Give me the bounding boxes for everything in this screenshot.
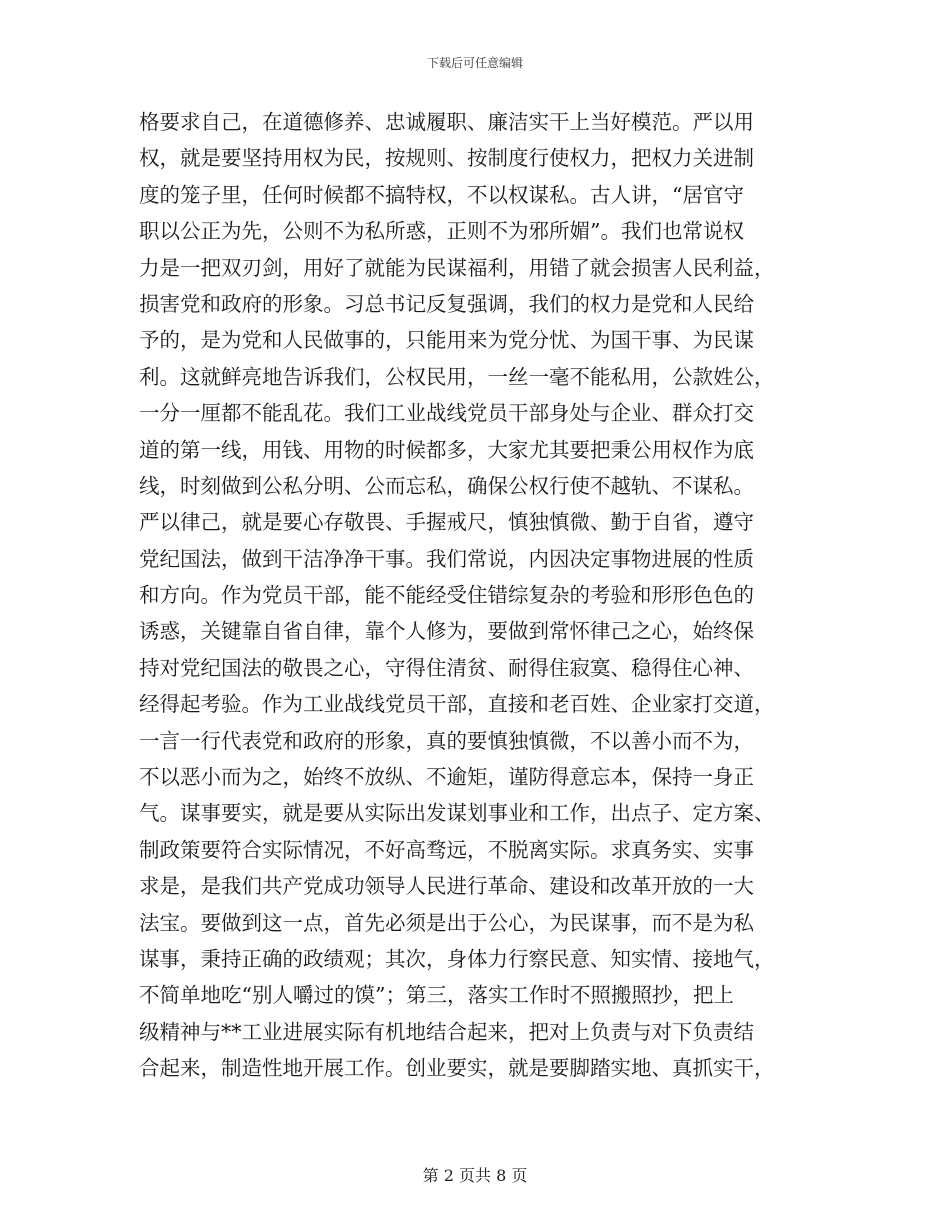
document-body	[139, 104, 819, 1087]
body-line: 利。这就鲜亮地告诉我们，公权民用，一丝一毫不能私用，公款姓公，	[139, 364, 775, 389]
body-line: 谋事，秉持正确的政绩观；其次，身体力行察民意、知实情、接地气，	[139, 946, 775, 971]
body-line: 力是一把双刃剑，用好了就能为民谋福利，用错了就会损害人民利益，	[139, 255, 775, 280]
body-line: 线，时刻做到公私分明、公而忘私，确保公权行使不越轨、不谋私。	[139, 473, 754, 498]
body-line: 道的第一线，用钱、用物的时候都多，大家尤其要把秉公用权作为底	[139, 437, 754, 462]
body-line: 和方向。作为党员干部，能不能经受住错综复杂的考验和形形色色的	[139, 583, 754, 608]
body-line: 法宝。要做到这一点，首先必须是出于公心，为民谋事，而不是为私	[139, 910, 754, 935]
body-line: 严以律己，就是要心存敬畏、手握戒尺，慎独慎微、勤于自省，遵守	[139, 510, 754, 535]
body-line: 度的笼子里，任何时候都不搞特权，不以权谋私。古人讲，“居官守	[139, 182, 744, 207]
body-line: 职以公正为先，公则不为私所惑，正则不为邪所媚”。我们也常说权	[139, 219, 744, 244]
body-line: 一言一行代表党和政府的形象，真的要慎独慎微，不以善小而不为，	[139, 728, 754, 753]
body-line: 损害党和政府的形象。习总书记反复强调，我们的权力是党和人民给	[139, 291, 754, 316]
body-line: 一分一厘都不能乱花。我们工业战线党员干部身处与企业、群众打交	[139, 401, 754, 426]
body-line: 权，就是要坚持用权为民，按规则、按制度行使权力，把权力关进制	[139, 146, 754, 171]
body-line: 气。谋事要实，就是要从实际出发谋划事业和工作，出点子、定方案、	[139, 801, 775, 826]
body-line: 级精神与**工业进展实际有机地结合起来，把对上负责与对下负责结	[139, 1019, 754, 1044]
body-line: 制政策要符合实际情况，不好高骛远，不脱离实际。求真务实、实事	[139, 837, 754, 862]
body-line: 予的，是为党和人民做事的，只能用来为党分忧、为国干事、为民谋	[139, 328, 754, 353]
body-line: 不以恶小而为之，始终不放纵、不逾矩，谨防得意忘本，保持一身正	[139, 765, 754, 790]
body-line: 党纪国法，做到干洁净净干事。我们常说，内因决定事物进展的性质	[139, 546, 754, 571]
body-line: 合起来，制造性地开展工作。创业要实，就是要脚踏实地、真抓实干，	[139, 1056, 775, 1081]
body-line: 诱惑，关键靠自省自律，靠个人修为，要做到常怀律己之心，始终保	[139, 619, 754, 644]
body-line: 持对党纪国法的敬畏之心，守得住清贫、耐得住寂寞、稳得住心神、	[139, 655, 754, 680]
body-line: 经得起考验。作为工业战线党员干部，直接和老百姓、企业家打交道，	[139, 692, 775, 717]
body-line: 不简单地吃“别人嚼过的馍”；第三，落实工作时不照搬照抄，把上	[139, 983, 734, 1008]
body-line: 求是，是我们共产党成功领导人民进行革命、建设和改革开放的一大	[139, 874, 754, 899]
body-line: 格要求自己，在道德修养、忠诚履职、廉洁实干上当好模范。严以用	[139, 110, 754, 134]
page-number-footer: 第 2 页共 8 页	[422, 1166, 528, 1185]
page-header-note: 下载后可任意编辑	[426, 56, 523, 70]
